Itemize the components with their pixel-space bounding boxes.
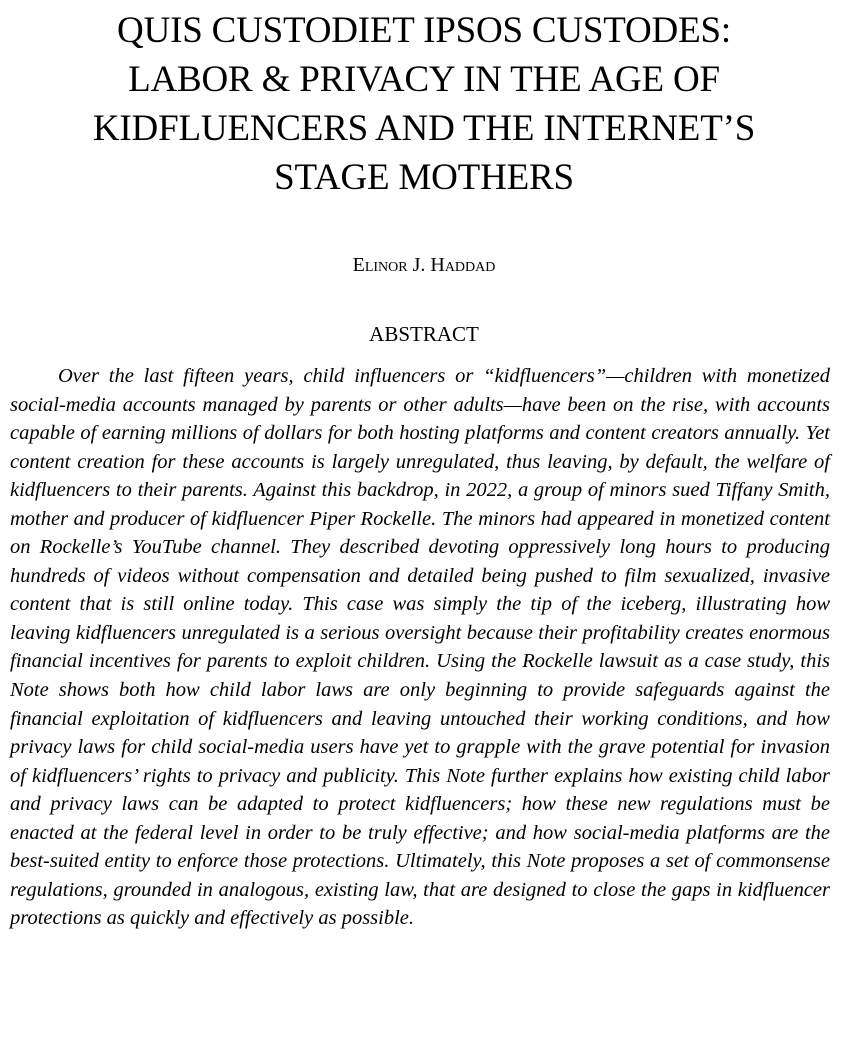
abstract-heading: ABSTRACT [369, 322, 479, 346]
abstract-body: Over the last fifteen years, child influencers or “kidfluencers”—children with monetized social-media accounts managed by parents or other adults—have been on the rise, with accounts capable of earning millions of dollars for both hosting platforms and content creators annually. Yet content creation for these accounts is largely unregulated, thus leaving, by default, the welfare of kidfluencers to their parents. Against this backdrop, in 2022, a group of minors sued Tiffany Smith, mother and producer of kidfluencer Piper Rockelle. The minors had appeared in monetized content on Rockelle’s YouTube channel. They described devoting oppressively long hours to producing hundreds of videos without compensation and detailed being pushed to film sexualized, invasive content that is still online today. This case was simply the tip of the iceberg, illustrating how leaving kidfluencers unregulated is a serious oversight because their profitability creates enormous financial incentives for parents to exploit children. Using the Rockelle lawsuit as a case study, this Note shows both how child labor laws are only beginning to provide safeguards against the financial exploitation of kidfluencers and leaving untouched their working conditions, and how privacy laws for child social-media users have yet to grapple with the grave potential for invasion of kidfluencers’ rights to privacy and publicity. This Note further explains how existing child labor and privacy laws can be adapted to protect kidfluencers; how these new regulations must be enacted at the federal level in order to be truly effective; and how social-media platforms are the best-suited entity to enforce those protections. Ultimately, this Note proposes a set of commonsense regulations, grounded in analogous, existing law, that are designed to close the gaps in kidfluencer protections as quickly and effectively as possible. [10, 365, 830, 930]
title-line-2: LABOR & PRIVACY IN THE AGE OF [128, 59, 720, 100]
title-line-1: QUIS CUSTODIET IPSOS CUSTODES: [117, 10, 731, 51]
author-name: Elinor J. Haddad [352, 254, 496, 276]
paper-title [20, 6, 828, 202]
title-line-3: KIDFLUENCERS AND THE INTERNET’S [92, 108, 756, 149]
title-line-4: STAGE MOTHERS [274, 157, 574, 198]
